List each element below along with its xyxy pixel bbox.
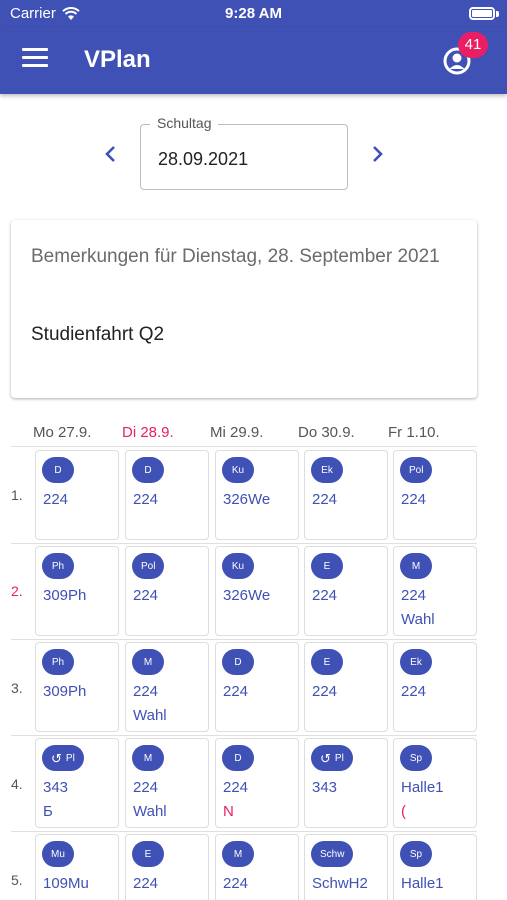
- room-label: 224: [133, 875, 159, 892]
- lesson-cell[interactable]: [125, 738, 209, 828]
- room-label: 326We: [223, 491, 271, 508]
- subject-chip: [42, 553, 74, 579]
- lesson-cell[interactable]: [35, 642, 119, 732]
- subject-chip: [400, 841, 432, 867]
- notification-badge: 41: [458, 32, 488, 58]
- subject-label: M: [143, 752, 153, 764]
- lesson-note: Б: [43, 803, 53, 820]
- subject-chip: [400, 457, 432, 483]
- remarks-text: Studienfahrt Q2: [31, 324, 165, 345]
- lesson-cell[interactable]: [393, 546, 477, 636]
- period-number: 2.: [11, 583, 23, 599]
- subject-chip: [222, 553, 254, 579]
- room-label: 224: [133, 587, 159, 604]
- app-bar: [0, 28, 507, 94]
- grid-divider: [11, 639, 477, 640]
- grid-divider: [11, 543, 477, 544]
- remarks-card: [11, 220, 477, 398]
- battery-tip: [496, 11, 499, 17]
- lesson-note: (: [401, 803, 406, 820]
- room-label: 224: [133, 779, 159, 796]
- room-label: 224: [312, 683, 338, 700]
- subject-label: Ek: [321, 464, 333, 476]
- subject-chip: [42, 457, 74, 483]
- lesson-cell[interactable]: [125, 546, 209, 636]
- chevron-left-icon[interactable]: [99, 142, 123, 166]
- subject-label: Sp: [409, 848, 423, 860]
- room-label: 224: [312, 491, 338, 508]
- room-label: 326We: [223, 587, 271, 604]
- grid-divider: [11, 446, 477, 447]
- lesson-cell[interactable]: [35, 546, 119, 636]
- subject-label: D: [234, 656, 242, 668]
- subject-chip: [132, 553, 164, 579]
- lesson-cell[interactable]: [393, 450, 477, 540]
- room-label: 309Ph: [43, 683, 87, 700]
- day-header: Mi 29.9.: [210, 424, 264, 441]
- lesson-cell[interactable]: [393, 834, 477, 900]
- period-number: 5.: [11, 872, 23, 888]
- grid-divider: [11, 831, 477, 832]
- repeat-icon: ↺: [320, 750, 331, 766]
- subject-chip: [222, 745, 254, 771]
- lesson-cell[interactable]: [125, 642, 209, 732]
- lesson-cell[interactable]: [393, 642, 477, 732]
- subject-chip: [42, 841, 74, 867]
- room-label: 109Mu: [43, 875, 89, 892]
- day-header: Mo 27.9.: [33, 424, 92, 441]
- subject-chip: [311, 649, 343, 675]
- date-field[interactable]: [140, 124, 348, 190]
- lesson-cell[interactable]: [304, 450, 388, 540]
- lesson-cell[interactable]: [35, 738, 119, 828]
- subject-label: D: [234, 752, 242, 764]
- subject-label: E: [144, 848, 152, 860]
- date-value[interactable]: 28.09.2021: [158, 149, 249, 169]
- period-number: 4.: [11, 776, 23, 792]
- subject-label: Ek: [410, 656, 422, 668]
- subject-label: Schw: [320, 848, 345, 860]
- lesson-cell[interactable]: [35, 450, 119, 540]
- subject-label: Ku: [231, 464, 245, 476]
- carrier-label: Carrier: [10, 5, 56, 22]
- room-label: Halle1: [401, 875, 444, 892]
- lesson-cell[interactable]: [215, 450, 299, 540]
- lesson-cell[interactable]: [215, 834, 299, 900]
- status-time: 9:28 AM: [225, 5, 282, 22]
- lesson-note: N: [223, 803, 234, 820]
- repeat-icon: ↺: [51, 750, 62, 766]
- app-title: VPlan: [84, 46, 151, 73]
- subject-label: M: [411, 560, 421, 572]
- period-number: 1.: [11, 487, 23, 503]
- status-bar: [0, 0, 507, 28]
- subject-chip: [222, 457, 254, 483]
- subject-chip: [42, 649, 74, 675]
- subject-label: Mu: [51, 848, 65, 860]
- menu-icon[interactable]: [22, 48, 48, 72]
- subject-label: Ph: [51, 656, 65, 668]
- lesson-cell[interactable]: [393, 738, 477, 828]
- day-header: Di 28.9.: [122, 424, 174, 441]
- room-label: 343: [312, 779, 338, 796]
- subject-chip: [311, 457, 343, 483]
- subject-chip: [400, 745, 432, 771]
- room-label: 224: [223, 683, 249, 700]
- room-label: 343: [43, 779, 69, 796]
- room-label: 309Ph: [43, 587, 87, 604]
- subject-chip: [222, 841, 254, 867]
- room-label: 224: [312, 587, 338, 604]
- subject-label: Ph: [51, 560, 65, 572]
- lesson-cell[interactable]: [215, 642, 299, 732]
- subject-label: D: [144, 464, 152, 476]
- subject-label: M: [233, 848, 243, 860]
- period-number: 3.: [11, 680, 23, 696]
- lesson-note: Wahl: [133, 707, 167, 724]
- lesson-cell[interactable]: [125, 450, 209, 540]
- subject-label: D: [54, 464, 62, 476]
- subject-label: Sp: [409, 752, 423, 764]
- subject-chip: [311, 553, 343, 579]
- room-label: 224: [43, 491, 69, 508]
- remarks-title: Bemerkungen für Dienstag, 28. September 2021: [31, 246, 440, 267]
- lesson-cell[interactable]: [304, 546, 388, 636]
- subject-label: Pol: [141, 560, 156, 572]
- subject-chip: [400, 553, 432, 579]
- room-label: SchwH2: [312, 875, 368, 892]
- battery-icon: [469, 7, 495, 20]
- lesson-note: Wahl: [401, 611, 435, 628]
- subject-chip: [132, 457, 164, 483]
- day-header: Do 30.9.: [298, 424, 355, 441]
- subject-label: Pl: [65, 752, 75, 764]
- lesson-note: Wahl: [133, 803, 167, 820]
- lesson-cell[interactable]: [35, 834, 119, 900]
- lesson-cell[interactable]: [304, 834, 388, 900]
- lesson-cell[interactable]: [125, 834, 209, 900]
- subject-chip: [311, 745, 353, 771]
- room-label: 224: [401, 587, 427, 604]
- lesson-cell[interactable]: [215, 738, 299, 828]
- room-label: 224: [133, 683, 159, 700]
- subject-chip: [222, 649, 254, 675]
- lesson-cell[interactable]: [304, 642, 388, 732]
- subject-label: Ku: [231, 560, 245, 572]
- subject-label: E: [323, 656, 331, 668]
- subject-label: E: [323, 560, 331, 572]
- room-label: 224: [401, 491, 427, 508]
- subject-chip: [132, 649, 164, 675]
- subject-label: Pol: [409, 464, 424, 476]
- subject-chip: [311, 841, 353, 867]
- subject-chip: [132, 841, 164, 867]
- room-label: 224: [133, 491, 159, 508]
- lesson-cell[interactable]: [215, 546, 299, 636]
- subject-label: Pl: [334, 752, 344, 764]
- subject-chip: [132, 745, 164, 771]
- chevron-right-icon[interactable]: [365, 142, 389, 166]
- lesson-cell[interactable]: [304, 738, 388, 828]
- room-label: 224: [401, 683, 427, 700]
- room-label: 224: [223, 779, 249, 796]
- subject-chip: [400, 649, 432, 675]
- day-header: Fr 1.10.: [388, 424, 440, 441]
- room-label: Halle1: [401, 779, 444, 796]
- room-label: 224: [223, 875, 249, 892]
- subject-label: M: [143, 656, 153, 668]
- date-label: Schultag: [150, 115, 218, 131]
- grid-divider: [11, 735, 477, 736]
- subject-chip: [42, 745, 84, 771]
